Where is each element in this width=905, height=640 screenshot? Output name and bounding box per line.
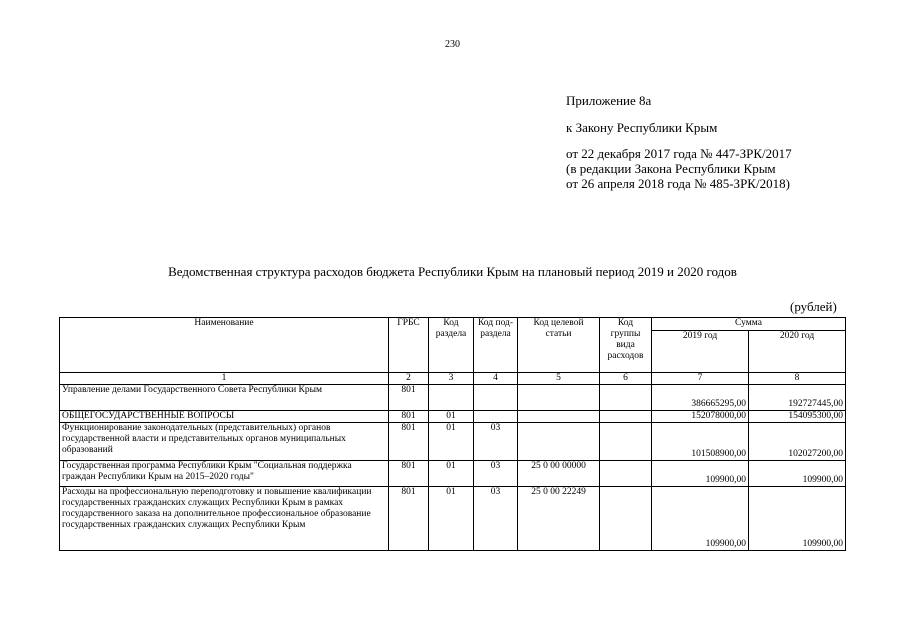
row-target xyxy=(518,385,600,411)
row-grbs: 801 xyxy=(389,385,429,411)
row-sum-2020: 102027200,00 xyxy=(749,423,846,461)
row-group xyxy=(600,411,652,423)
col-header-sum: Сумма xyxy=(652,318,846,331)
row-section xyxy=(429,385,474,411)
col-number: 3 xyxy=(429,373,474,385)
row-group xyxy=(600,461,652,487)
col-number: 4 xyxy=(474,373,518,385)
col-header-grbs: ГРБС xyxy=(389,318,429,373)
table-row xyxy=(60,423,846,461)
law-date-number: от 22 декабря 2017 года № 447-ЗРК/2017 xyxy=(566,146,792,161)
row-grbs: 801 xyxy=(389,487,429,551)
row-sum-2020: 109900,00 xyxy=(749,461,846,487)
page-number: 230 xyxy=(445,39,460,50)
edition-date-number: от 26 апреля 2018 года № 485-ЗРК/2018) xyxy=(566,176,790,191)
row-sum-2020: 192727445,00 xyxy=(749,385,846,411)
row-grbs: 801 xyxy=(389,423,429,461)
row-name: Расходы на профессиональную переподготовку и повышение квалификации государственных гражданских служащих Республики Крым в рамках государственного заказа на дополнительное профессиональное образование государственных гражданских служащих Республики Крым xyxy=(60,487,389,551)
row-target: 25 0 00 00000 xyxy=(518,461,600,487)
col-header-2020: 2020 год xyxy=(749,331,846,373)
row-group xyxy=(600,423,652,461)
row-grbs: 801 xyxy=(389,411,429,423)
col-number: 1 xyxy=(60,373,389,385)
row-subsection xyxy=(474,385,518,411)
row-subsection: 03 xyxy=(474,423,518,461)
row-target xyxy=(518,423,600,461)
law-reference: к Закону Республики Крым xyxy=(566,120,718,135)
row-name: Функционирование законодательных (представительных) органов государственной власти и представительных органов муниципальных образований xyxy=(60,423,389,461)
col-header-name: Наименование xyxy=(60,318,389,373)
row-sum-2019: 152078000,00 xyxy=(652,411,749,423)
row-sum-2020: 109900,00 xyxy=(749,487,846,551)
row-sum-2019: 101508900,00 xyxy=(652,423,749,461)
row-name: Управление делами Государственного Совета Республики Крым xyxy=(60,385,389,411)
col-number: 8 xyxy=(749,373,846,385)
table-row xyxy=(60,461,846,487)
row-name: Государственная программа Республики Крым "Социальная поддержка граждан Республики Крым на 2015–2020 годы" xyxy=(60,461,389,487)
row-target xyxy=(518,411,600,423)
table-row xyxy=(60,411,846,423)
row-group xyxy=(600,385,652,411)
col-header-2019: 2019 год xyxy=(652,331,749,373)
table-row xyxy=(60,385,846,411)
row-section: 01 xyxy=(429,411,474,423)
edition-note: (в редакции Закона Республики Крым xyxy=(566,161,776,176)
row-subsection: 03 xyxy=(474,461,518,487)
col-header-group: Код группы вида расходов xyxy=(600,318,652,373)
document-title: Ведомственная структура расходов бюджета Республики Крым на плановый период 2019 и 2020 годов xyxy=(168,264,737,279)
row-subsection xyxy=(474,411,518,423)
units-label: (рублей) xyxy=(790,299,837,314)
row-group xyxy=(600,487,652,551)
row-subsection: 03 xyxy=(474,487,518,551)
col-header-section: Код раздела xyxy=(429,318,474,373)
budget-table xyxy=(59,317,846,551)
col-number: 5 xyxy=(518,373,600,385)
appendix-label: Приложение 8а xyxy=(566,93,652,108)
row-section: 01 xyxy=(429,423,474,461)
row-grbs: 801 xyxy=(389,461,429,487)
column-numbers-row xyxy=(60,373,846,385)
row-sum-2019: 109900,00 xyxy=(652,487,749,551)
row-name: ОБЩЕГОСУДАРСТВЕННЫЕ ВОПРОСЫ xyxy=(60,411,389,423)
row-section: 01 xyxy=(429,487,474,551)
row-sum-2019: 109900,00 xyxy=(652,461,749,487)
col-header-subsection: Код под-раздела xyxy=(474,318,518,373)
row-sum-2019: 386665295,00 xyxy=(652,385,749,411)
col-header-target: Код целевой статьи xyxy=(518,318,600,373)
row-target: 25 0 00 22249 xyxy=(518,487,600,551)
col-number: 2 xyxy=(389,373,429,385)
col-number: 6 xyxy=(600,373,652,385)
table-row xyxy=(60,487,846,551)
row-sum-2020: 154095300,00 xyxy=(749,411,846,423)
col-number: 7 xyxy=(652,373,749,385)
row-section: 01 xyxy=(429,461,474,487)
